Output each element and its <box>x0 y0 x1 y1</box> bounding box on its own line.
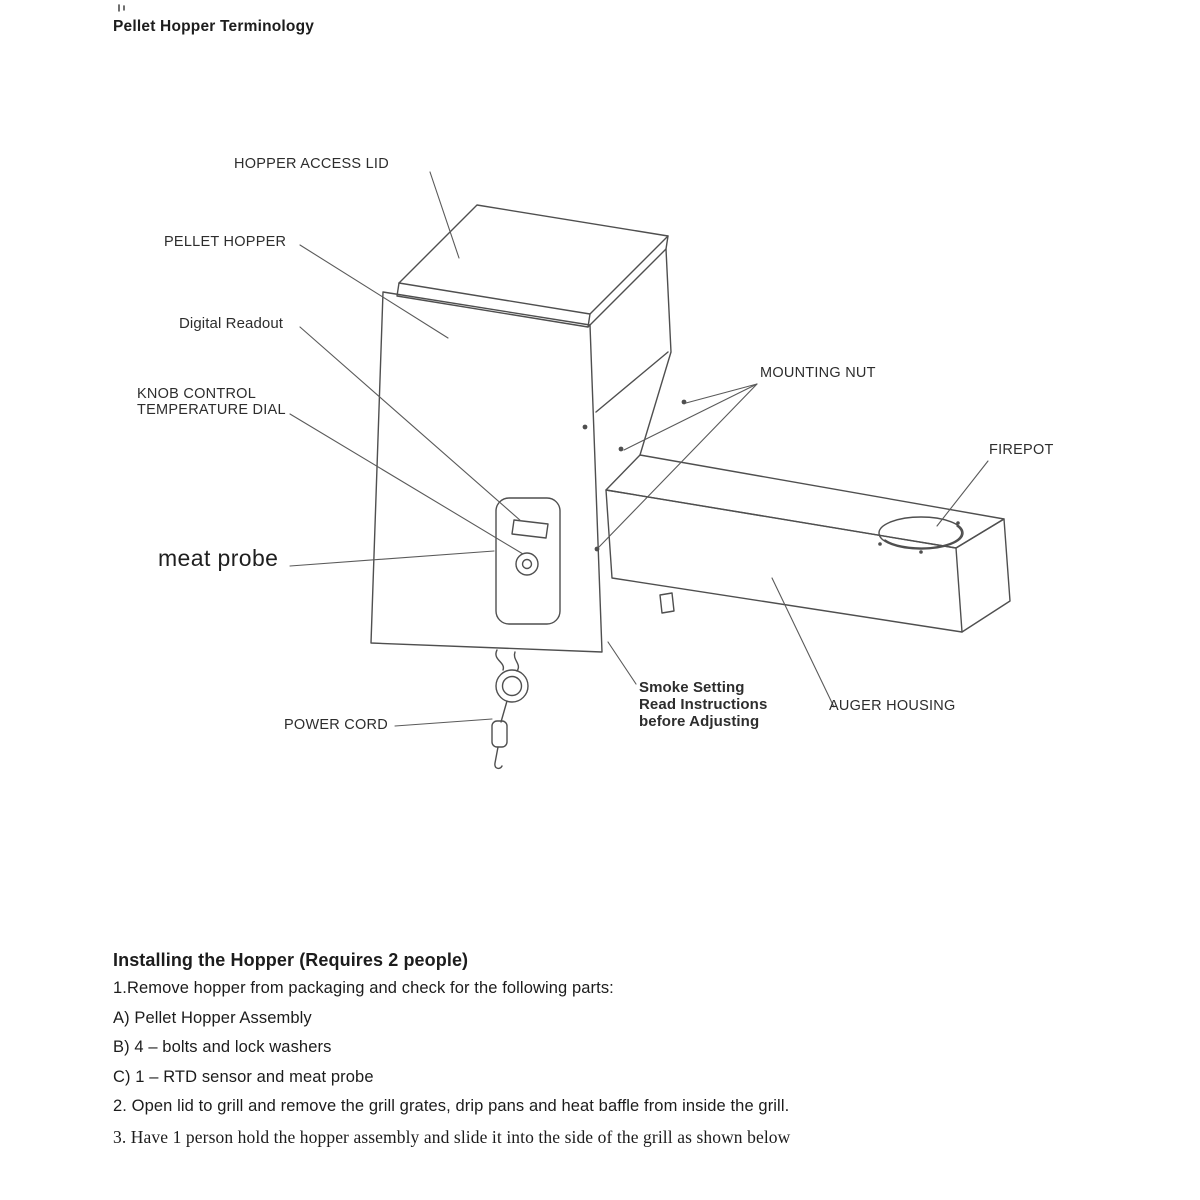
firepot-shape <box>879 517 963 549</box>
label-meat-probe: meat probe <box>158 545 279 571</box>
label-power-cord: POWER CORD <box>284 717 388 733</box>
scan-artifact <box>119 5 124 11</box>
control-panel-shape <box>496 498 560 624</box>
installing-instructions-section <box>113 950 1093 1158</box>
label-firepot: FIREPOT <box>989 442 1054 458</box>
pellet-hopper-body-shape <box>371 249 671 652</box>
label-digital-readout: Digital Readout <box>179 315 284 332</box>
page-title: Pellet Hopper Terminology <box>113 18 315 35</box>
label-smoke-setting-line3: before Adjusting <box>639 713 760 730</box>
label-hopper-access-lid: HOPPER ACCESS LID <box>234 156 389 172</box>
instruction-step-1: 1.Remove hopper from packaging and check for the following parts: <box>113 979 614 997</box>
hopper-access-lid-shape <box>397 205 668 327</box>
leader-lines <box>290 172 988 726</box>
instructions-heading: Installing the Hopper (Requires 2 people) <box>113 950 469 970</box>
instruction-part-c: C) 1 – RTD sensor and meat probe <box>113 1067 374 1086</box>
label-smoke-setting-line1: Smoke Setting <box>639 679 745 696</box>
power-cord-shape <box>492 650 528 768</box>
instruction-step-2: 2. Open lid to grill and remove the grill grates, drip pans and heat baffle from inside the grill. <box>113 1097 790 1115</box>
label-smoke-setting-line2: Read Instructions <box>639 696 768 713</box>
instruction-part-a: A) Pellet Hopper Assembly <box>113 1008 312 1027</box>
label-auger-housing: AUGER HOUSING <box>829 698 956 714</box>
instruction-part-b: B) 4 – bolts and lock washers <box>113 1038 332 1056</box>
label-knob-control-line1: KNOB CONTROL <box>137 386 257 402</box>
label-pellet-hopper: PELLET HOPPER <box>164 234 287 250</box>
instruction-step-3: 3. Have 1 person hold the hopper assembly and slide it into the side of the grill as shown below <box>113 1126 791 1147</box>
label-smoke-setting-note <box>639 679 767 730</box>
label-mounting-nut: MOUNTING NUT <box>760 365 876 381</box>
label-knob-control-line2: TEMPERATURE DIAL <box>137 401 286 418</box>
label-knob-control-temperature-dial <box>137 387 286 418</box>
